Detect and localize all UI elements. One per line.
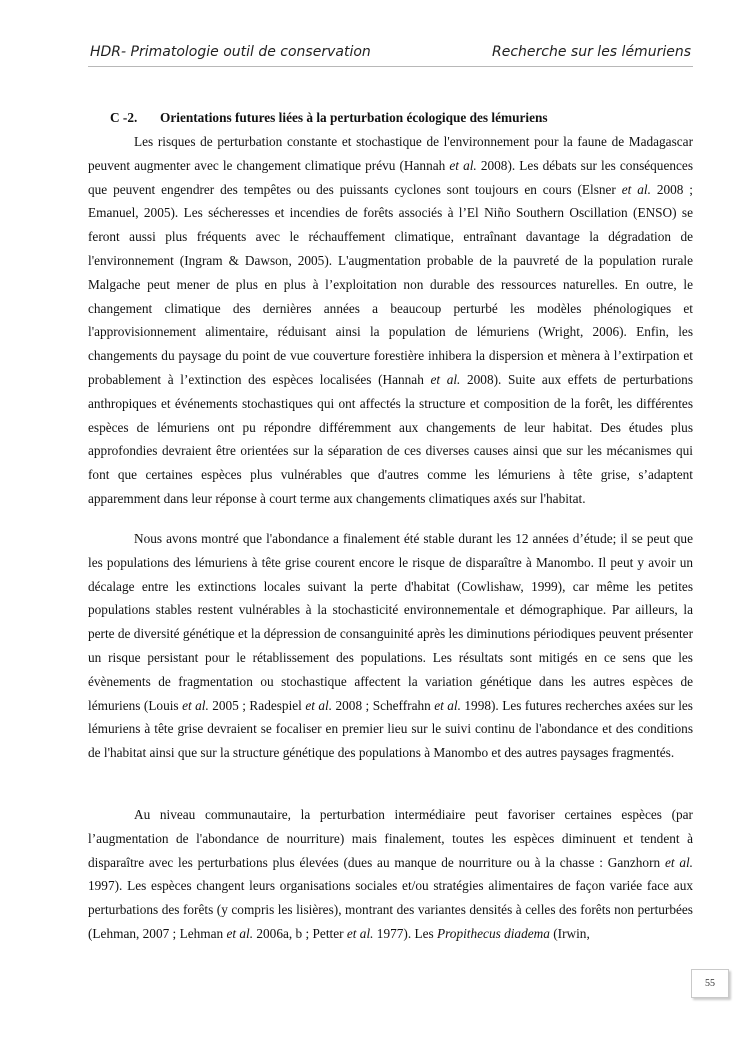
text-run: 2008). Les débats sur les conséquences que peuvent engendrer des tempêtes ou des puissants cyclones sont toujours en cours (Elsner	[88, 157, 693, 197]
italic-text: et al.	[182, 697, 209, 713]
text-run: 1997). Les espèces changent leurs organisations sociales et/ou stratégies alimentaires de façon variée face aux perturbations des forêts (y compris les lisières), montrant des variantes densités à celles des forêts non perturbées (Lehman, 2007 ; Lehman	[88, 878, 693, 941]
header-title-left: HDR- Primatologie outil de conservation	[90, 44, 371, 60]
section-title: Orientations futures liées à la perturbation écologique des lémuriens	[160, 110, 548, 125]
italic-text: et al.	[305, 697, 333, 713]
paragraph-text	[88, 130, 693, 511]
italic-text: et al.	[621, 181, 651, 197]
section-number: C -2.	[110, 110, 138, 125]
body-paragraph-2	[88, 527, 693, 765]
text-run: 2008). Suite aux effets de perturbations anthropiques et événements stochastiques qui ont affectés la structure et composition de la forêt, les différentes espèces de lémuriens ont pu répondre différemment aux changements de leur habitat. Des études plus approfondies devraient être orientées sur la séparation de ces diverses causes ainsi que sur les mécanismes qui font que certaines espèces plus vulnérables que d'autres comme les lémuriens à tête grise, s’adaptent apparemment dans leur réponse à court terme aux changements climatiques axés sur l'habitat.	[88, 371, 693, 506]
body-paragraph-3	[88, 803, 693, 946]
italic-text: et al.	[226, 925, 254, 941]
section-heading	[110, 110, 548, 126]
text-run: 1998). Les futures recherches axées sur les lémuriens à tête grise devraient se focaliser en premier lieu sur le suivi continu de l'abondance et des conditions de l'habitat ainsi que sur la structure génétique des populations à Manombo et des autres paysages fragmentés.	[88, 697, 693, 761]
body-paragraph-1	[88, 130, 693, 511]
italic-text: et al.	[449, 157, 477, 173]
text-run: 1977). Les	[373, 925, 437, 941]
italic-text: Propithecus diadema	[437, 925, 550, 941]
header-title-right: Recherche sur les lémuriens	[492, 44, 691, 60]
italic-text: et al.	[664, 854, 693, 870]
paragraph-text	[88, 803, 693, 946]
text-run: Les risques de perturbation constante et stochastique de l'environnement pour la faune de Madagascar peuvent augmenter avec le changement climatique prévu (Hannah	[88, 134, 693, 173]
text-run: (Irwin,	[549, 925, 590, 941]
text-run: 2005 ; Radespiel	[208, 697, 306, 713]
text-run: 2008 ; Emanuel, 2005). Les sécheresses et incendies de forêts associés à l’El Niño Southern Oscillation (ENSO) se feront aussi plus fréquents avec le réchauffement climatique, entraînant davantage la dégradation de l'environnement (Ingram & Dawson, 2005). L'augmentation probable de la pauvreté de la population rurale Malgache peut mener de plus en plus à l’exploitation non durable des ressources naturelles. En outre, le changement climatique des dernières années a beaucoup perturbé les modèles phénologiques et l'approvisionnement alimentaire, réduisant ainsi la population de lémuriens (Wright, 2006). Enfin, les changements du paysage du point de vue couverture forestière inhibera la dispersion et mènera à l’extirpation et probablement à l’extinction des espèces localisées (Hannah	[88, 181, 693, 387]
text-run: 2008 ; Scheffrahn	[332, 697, 435, 713]
text-run: 2006a, b ; Petter	[253, 925, 347, 941]
italic-text: et al.	[430, 371, 461, 387]
page-number: 55	[691, 969, 729, 998]
italic-text: et al.	[434, 697, 461, 713]
page-header	[88, 44, 693, 67]
paragraph-text	[88, 527, 693, 765]
text-run: Au niveau communautaire, la perturbation intermédiaire peut favoriser certaines espèces (par l’augmentation de l'abondance de nourriture) mais finalement, toutes les espèces diminuent et tendent à disparaître avec les perturbations plus élevées (dues au manque de nourriture ou à la chasse : Ganzhorn	[88, 807, 693, 870]
italic-text: et al.	[346, 925, 374, 941]
text-run: Nous avons montré que l'abondance a finalement été stable durant les 12 années d’étude; il se peut que les populations des lémuriens à tête grise courent encore le risque de disparaître à Manombo. Il peut y avoir un décalage entre les extinctions locales suivant la perte d'habitat (Cowlishaw, 1999), car même les petites populations stables restent vulnérables à la stochasticité environnementale et démographique. Par ailleurs, la perte de diversité génétique et la dépression de consanguinité après les diminutions périodiques peuvent présenter un risque persistant pour le rétablissement des populations. Les résultats sont mitigés en ce sens que les évènements de fragmentation ou stochastique affectent la variation génétique dans les autres espèces de lémuriens (Louis	[88, 531, 693, 713]
